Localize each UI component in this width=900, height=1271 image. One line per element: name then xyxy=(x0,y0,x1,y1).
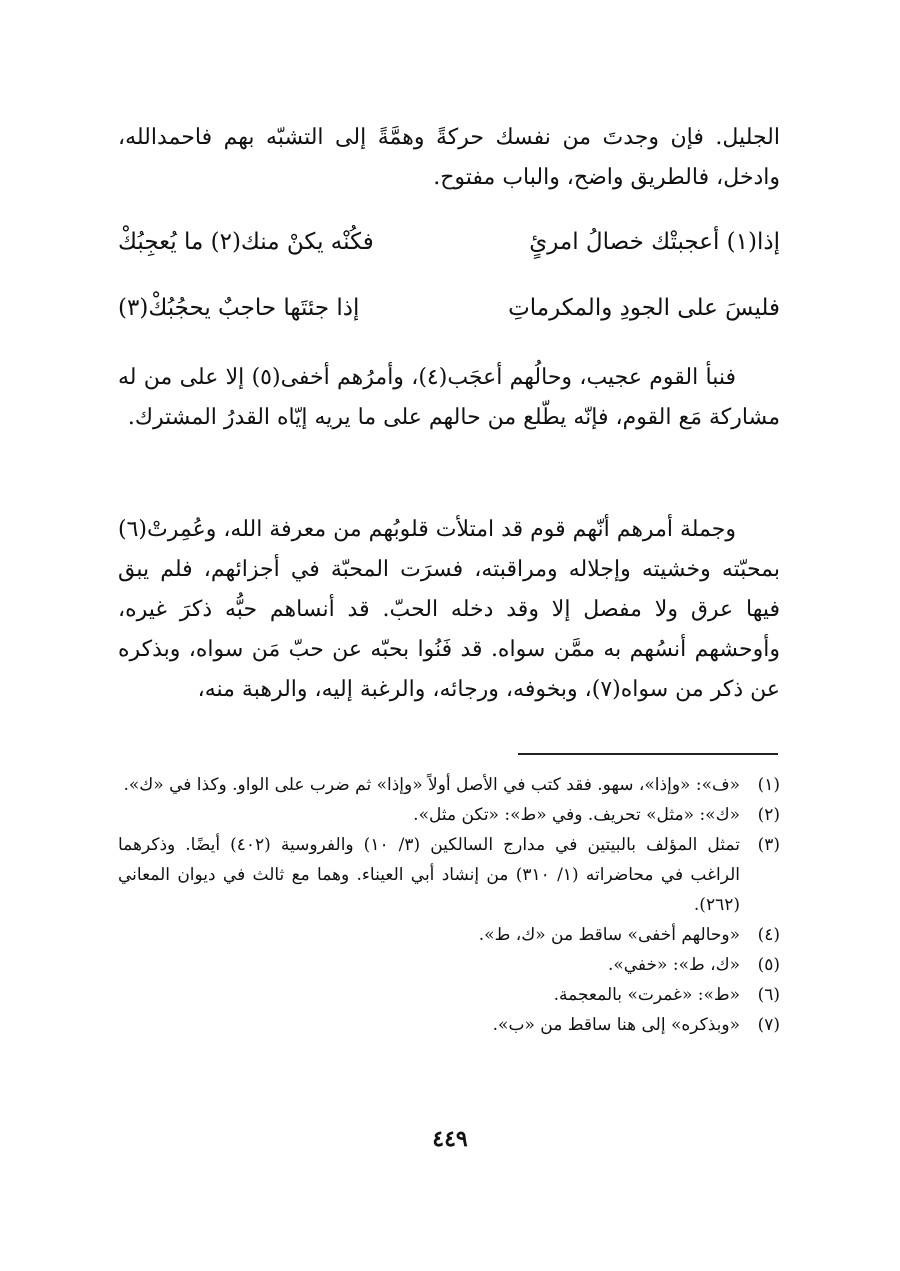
footnote-text: تمثل المؤلف بالبيتين في مدارج السالكين (٣/ ١٠) والفروسية (٤٠٢) أيضًا. وذكرهما الراغب في محاضراته (١/ ٣١٠) من إنشاد أبي العيناء. وهما مع ثالث في ديوان المعاني (٢٦٢). xyxy=(118,835,741,915)
page-number: ٤٤٩ xyxy=(432,1126,468,1152)
footnote-number: (٦) xyxy=(757,985,780,1005)
verse-1-second-hemistich: فكُنْه يكنْ منك(٢) ما يُعجِبُكْ xyxy=(118,229,374,255)
footnote-text: «وبذكره» إلى هنا ساقط من «ب». xyxy=(492,1015,740,1035)
paragraph-2: فنبأ القوم عجيب، وحالُهم أعجَب(٤)، وأمرُهم أخفى(٥) إلا على من له مشاركة مَع القوم، فإنّه يطّلع من حالهم على ما يريه إيّاه القدرُ المشترك. xyxy=(118,365,780,430)
footnote-number: (٥) xyxy=(757,955,780,975)
footnote-number: (٤) xyxy=(757,925,780,945)
footnote xyxy=(118,950,780,980)
footnote-number: (٧) xyxy=(757,1015,780,1035)
verse-2-second-hemistich: إذا جئتَها حاجبٌ يحجُبُكْ(٣) xyxy=(118,295,360,321)
verse-1-first-hemistich: إذا(١) أعجبتْك خصالُ امرئٍ xyxy=(529,229,780,255)
footnote xyxy=(118,800,780,830)
footnote xyxy=(118,920,780,950)
paragraph-1: الجليل. فإن وجدتَ من نفسك حركةً وهمَّةً إلى التشبّه بهم فاحمدالله، وادخل، فالطريق واضح، والباب مفتوح. xyxy=(118,125,780,190)
verse-2-first-hemistich: فليسَ على الجودِ والمكرماتِ xyxy=(508,295,780,321)
footnote-text: «ك، ط»: «خفي». xyxy=(607,955,740,975)
footnote-number: (٢) xyxy=(757,805,780,825)
verse-line-1 xyxy=(118,222,780,262)
footnote xyxy=(118,770,780,800)
footnote xyxy=(118,1010,780,1040)
footnote-text: «ك»: «مثل» تحريف. وفي «ط»: «تكن مثل». xyxy=(413,805,740,825)
footnote-number: (٣) xyxy=(757,835,780,855)
footnote-number: (١) xyxy=(757,775,780,795)
footnote xyxy=(118,830,780,920)
paragraph-3: وجملة أمرهم أنّهم قوم قد امتلأت قلوبُهم من معرفة الله، وعُمِرتْ(٦) بمحبّته وخشيته وإجلاله ومراقبته، فسرَت المحبّة في أجزائهم، فلم يبق فيها عرق ولا مفصل إلا وقد دخله الحبّ. قد أنساهم حبُّه ذكرَ غيره، وأوحشهم أنسُهم به ممَّن سواه. قد فَنُوا بحبّه عن حبّ مَن سواه، وبذكره عن ذكر من سواه(٧)، وبخوفه، ورجائه، والرغبة إليه، والرهبة منه، xyxy=(118,517,780,702)
footnote-separator xyxy=(518,753,778,755)
footnote-text: «وحالهم أخفى» ساقط من «ك، ط». xyxy=(478,925,740,945)
footnotes xyxy=(118,770,780,1040)
verse-line-2 xyxy=(118,288,780,328)
footnote-text: «ط»: «غمرت» بالمعجمة. xyxy=(553,985,740,1005)
footnote xyxy=(118,980,780,1010)
footnote-text: «ف»: «وإذا»، سهو. فقد كتب في الأصل أولاً «وإذا» ثم ضرب على الواو. وكذا في «ك». xyxy=(123,775,740,795)
